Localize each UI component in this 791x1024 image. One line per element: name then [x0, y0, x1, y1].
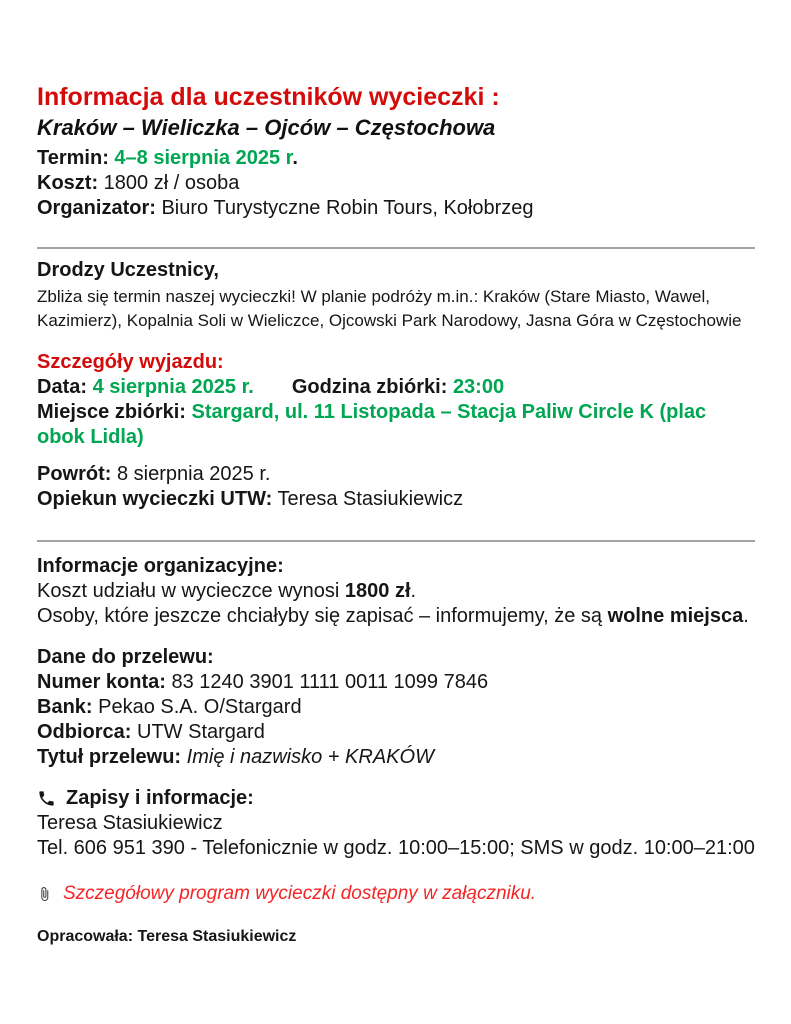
prepared-by: Opracowała: Teresa Stasiukiewicz: [37, 928, 297, 945]
recipient-label: Odbiorca:: [37, 721, 132, 743]
attachment-row: [37, 881, 755, 907]
departure-date-line: [37, 375, 755, 400]
contact-phone-line: Tel. 606 951 390 - Telefonicznie w godz. 10:00–15:00; SMS w godz. 10:00–21:00: [37, 837, 755, 859]
cost-text: Koszt udziału w wycieczce wynosi: [37, 580, 340, 602]
organizator-value: Biuro Turystyczne Robin Tours, Kołobrzeg: [161, 197, 534, 219]
spacer: [37, 770, 755, 785]
date-label: Data:: [37, 376, 88, 398]
spacer: [37, 450, 755, 462]
termin-label: Termin:: [37, 147, 109, 169]
return-label: Powrót:: [37, 463, 112, 485]
return-value: 8 sierpnia 2025 r.: [117, 463, 271, 485]
termin-value: 4–8 sierpnia 2025 r: [114, 147, 293, 169]
divider-top: [37, 247, 755, 249]
account-number: 83 1240 3901 1111 0011 1099 7846: [171, 671, 489, 693]
meeting-place-line: [37, 400, 755, 450]
bank-line: [37, 695, 755, 720]
account-label: Numer konta:: [37, 671, 166, 693]
termin-line: [37, 146, 755, 171]
koszt-line: [37, 171, 755, 196]
spacer: [37, 629, 755, 644]
spacer: [37, 907, 755, 927]
guardian-value: Teresa Stasiukiewicz: [277, 488, 464, 510]
seats-line: [37, 604, 755, 629]
contact-name: Teresa Stasiukiewicz: [37, 812, 223, 834]
meeting-place-value: Stargard, ul. 11 Listopada – Stacja Paliw Circle K (plac obok Lidla): [37, 401, 707, 448]
spacer: [37, 861, 755, 881]
cost-suffix: .: [410, 580, 417, 602]
recipient-value: UTW Stargard: [137, 721, 265, 743]
guardian-line: [37, 487, 755, 512]
date-value: 4 sierpnia 2025 r.: [92, 376, 254, 398]
org-info-heading: Informacje organizacyjne:: [37, 555, 284, 577]
departure-heading: Szczegóły wyjazdu:: [37, 351, 224, 373]
contact-heading-row: [37, 785, 755, 811]
attachment-note: Szczegółowy program wycieczki dostępny w załączniku.: [63, 883, 537, 904]
transfer-title-label: Tytuł przelewu:: [37, 746, 182, 768]
greeting-heading: Drodzy Uczestnicy,: [37, 259, 219, 281]
organizator-label: Organizator:: [37, 197, 156, 219]
greeting-body: Zbliża się termin naszej wycieczki! W planie podróży m.in.: Kraków (Stare Miasto, Wawel, Kazimierz), Kopalnia Soli w Wieliczce, Ojcowski Park Narodowy, Jasna Góra w Częstochowie: [37, 287, 742, 330]
seats-bold: wolne miejsca: [607, 605, 744, 627]
seats-text: Osoby, które jeszcze chciałyby się zapisać – informujemy, że są: [37, 605, 603, 627]
termin-suffix: .: [292, 147, 298, 169]
page-title: Informacja dla uczestników wycieczki :: [37, 83, 500, 111]
bank-value: Pekao S.A. O/Stargard: [98, 696, 302, 718]
contact-heading: Zapisy i informacje:: [66, 787, 254, 809]
return-line: [37, 462, 755, 487]
account-line: [37, 670, 755, 695]
transfer-title-value: Imię i nazwisko + KRAKÓW: [186, 746, 434, 768]
seats-suffix: .: [743, 605, 749, 627]
koszt-value: 1800 zł / osoba: [103, 172, 240, 194]
cost-line: [37, 579, 755, 604]
organizator-line: [37, 196, 755, 221]
guardian-label: Opiekun wycieczki UTW:: [37, 488, 273, 510]
meeting-time-label: Godzina zbiórki:: [291, 376, 448, 398]
phone-icon: [37, 789, 56, 808]
koszt-label: Koszt:: [37, 172, 99, 194]
transfer-heading: Dane do przelewu:: [37, 646, 214, 668]
meeting-time-value: 23:00: [452, 376, 505, 398]
divider-middle: [37, 540, 755, 542]
bank-label: Bank:: [37, 696, 93, 718]
paperclip-icon: [37, 881, 52, 907]
transfer-title-line: [37, 745, 755, 770]
meeting-place-label: Miejsce zbiórki:: [37, 401, 186, 423]
recipient-line: [37, 720, 755, 745]
route-title: Kraków – Wieliczka – Ojców – Częstochowa: [37, 115, 496, 140]
cost-amount: 1800 zł: [344, 580, 411, 602]
